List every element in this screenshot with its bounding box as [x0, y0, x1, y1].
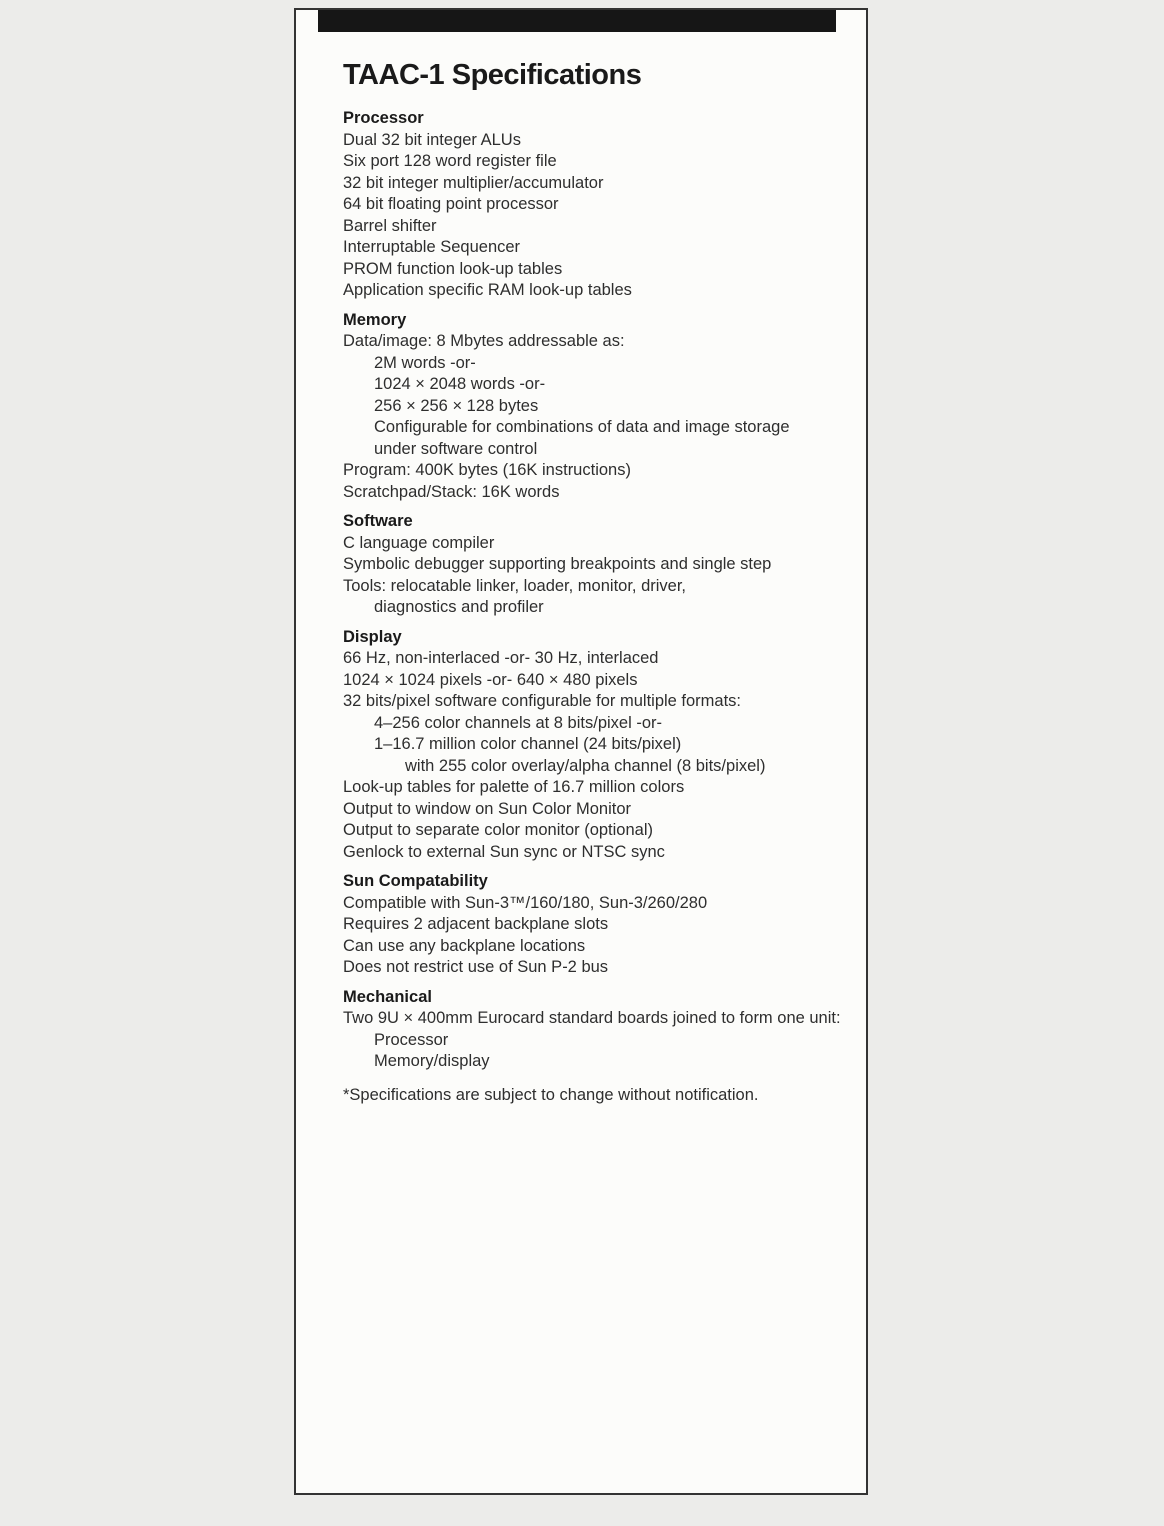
- spec-line: Symbolic debugger supporting breakpoints and single step: [343, 555, 772, 573]
- spec-line: Six port 128 word register file: [343, 152, 557, 170]
- spec-line: Data/image: 8 Mbytes addressable as:: [343, 332, 625, 350]
- top-black-bar: [318, 10, 836, 32]
- spec-line: Genlock to external Sun sync or NTSC sync: [343, 842, 665, 861]
- section-mechanical: [343, 987, 844, 1073]
- spec-line: Barrel shifter: [343, 216, 437, 235]
- section-memory: [343, 310, 844, 504]
- section-software: [343, 511, 844, 619]
- spec-line: 1–16.7 million color channel (24 bits/pixel): [374, 735, 682, 753]
- spec-line: Interruptable Sequencer: [343, 238, 521, 256]
- spec-line: Tools: relocatable linker, loader, monitor, driver,: [343, 576, 687, 595]
- spec-line: Program: 400K bytes (16K instructions): [343, 461, 631, 479]
- spec-line: Compatible with Sun-3™/160/180, Sun-3/260/280: [343, 893, 708, 912]
- spec-line: Application specific RAM look-up tables: [343, 281, 632, 299]
- section-heading: Sun Compatability: [343, 872, 488, 890]
- spec-line: 1024 × 2048 words -or-: [374, 375, 546, 393]
- section-heading: Display: [343, 627, 402, 646]
- section-heading: Processor: [343, 109, 424, 127]
- spec-line: 32 bits/pixel software configurable for multiple formats:: [343, 692, 742, 710]
- spec-line: 1024 × 1024 pixels -or- 640 × 480 pixels: [343, 670, 638, 689]
- spec-line: Two 9U × 400mm Eurocard standard boards joined to form one unit:: [343, 1009, 841, 1027]
- spec-line: Dual 32 bit integer ALUs: [343, 130, 521, 149]
- spec-line: Can use any backplane locations: [343, 936, 586, 955]
- spec-sheet-page: [294, 8, 868, 1495]
- spec-line: under software control: [374, 439, 538, 458]
- spec-line: Scratchpad/Stack: 16K words: [343, 482, 560, 501]
- spec-line: 256 × 256 × 128 bytes: [374, 396, 539, 415]
- spec-line: 66 Hz, non-interlaced -or- 30 Hz, interlaced: [343, 649, 659, 667]
- section-processor: [343, 108, 844, 302]
- section-heading: Software: [343, 512, 413, 530]
- spec-line: Look-up tables for palette of 16.7 million colors: [343, 778, 685, 796]
- spec-line: Processor: [374, 1030, 449, 1049]
- spec-line: C language compiler: [343, 533, 495, 552]
- spec-line: Requires 2 adjacent backplane slots: [343, 915, 609, 933]
- spec-line: diagnostics and profiler: [374, 598, 544, 616]
- spec-line: Configurable for combinations of data and image storage: [374, 418, 790, 436]
- footnote: *Specifications are subject to change without notification.: [343, 1085, 759, 1104]
- spec-line: 64 bit floating point processor: [343, 195, 559, 213]
- spec-line: Does not restrict use of Sun P-2 bus: [343, 958, 609, 976]
- spec-line: Output to separate color monitor (optional): [343, 821, 653, 839]
- spec-line: 32 bit integer multiplier/accumulator: [343, 173, 604, 192]
- section-heading: Memory: [343, 310, 407, 329]
- page-title: TAAC-1 Specifications: [343, 59, 642, 91]
- section-sun-compatability: [343, 871, 844, 979]
- spec-line: Memory/display: [374, 1052, 490, 1070]
- spec-line: with 255 color overlay/alpha channel (8 bits/pixel): [405, 756, 766, 775]
- section-heading: Mechanical: [343, 987, 432, 1006]
- spec-line: 4–256 color channels at 8 bits/pixel -or-: [374, 713, 662, 732]
- spec-sections: [343, 108, 844, 1073]
- section-display: [343, 627, 844, 864]
- spec-line: 2M words -or-: [374, 353, 476, 372]
- spec-line: Output to window on Sun Color Monitor: [343, 799, 631, 818]
- spec-line: PROM function look-up tables: [343, 259, 563, 278]
